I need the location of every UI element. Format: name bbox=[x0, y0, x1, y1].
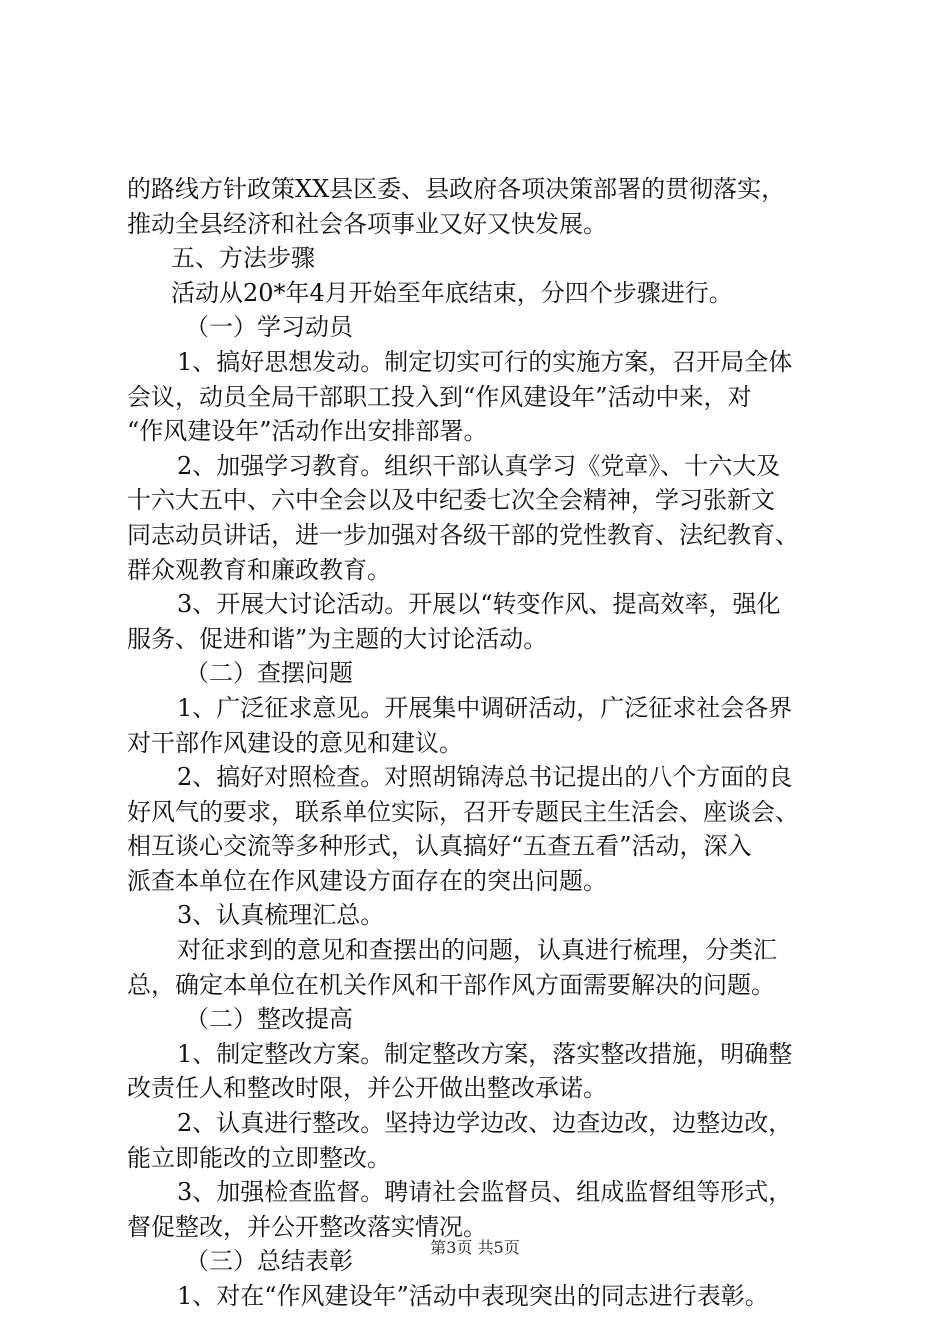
paragraph-line: 改责任人和整改时限，并公开做出整改承诺。 bbox=[127, 1074, 607, 1103]
paragraph-line: 推动全县经济和社会各项事业又好又快发展。 bbox=[127, 209, 607, 238]
paragraph-line: “作风建设年”活动作出安排部署。 bbox=[127, 417, 488, 446]
paragraph-line: 派查本单位在作风建设方面存在的突出问题。 bbox=[127, 866, 607, 895]
paragraph-line: 对干部作风建设的意见和建议。 bbox=[127, 728, 463, 757]
paragraph-line: 群众观教育和廉政教育。 bbox=[127, 555, 391, 584]
paragraph-line: 1、搞好思想发动。制定切实可行的实施方案，召开局全体 bbox=[177, 347, 793, 376]
paragraph-line: 对征求到的意见和查摆出的问题，认真进行梳理，分类汇 bbox=[177, 936, 777, 965]
page-number: 第3页 共5页 bbox=[430, 1238, 520, 1257]
subsection-heading: （二）查摆问题 bbox=[185, 659, 353, 688]
paragraph-line: 3、加强检查监督。聘请社会监督员、组成监督组等形式， bbox=[177, 1178, 793, 1207]
paragraph-line: 1、制定整改方案。制定整改方案，落实整改措施，明确整 bbox=[177, 1039, 793, 1068]
paragraph-line: 相互谈心交流等多种形式，认真搞好“五查五看”活动，深入 bbox=[127, 832, 752, 861]
section-heading: 五、方法步骤 bbox=[171, 244, 315, 273]
paragraph-line: 服务、促进和谐”为主题的大讨论活动。 bbox=[127, 624, 548, 653]
paragraph-line: 2、搞好对照检查。对照胡锦涛总书记提出的八个方面的良 bbox=[177, 763, 793, 792]
subsection-heading: （二）整改提高 bbox=[185, 1005, 353, 1034]
paragraph-line: 1、广泛征求意见。开展集中调研活动，广泛征求社会各界 bbox=[177, 693, 793, 722]
paragraph-line: 总，确定本单位在机关作风和干部作风方面需要解决的问题。 bbox=[127, 970, 775, 999]
paragraph-line: 3、开展大讨论活动。开展以“转变作风、提高效率，强化 bbox=[177, 590, 781, 619]
paragraph-line: 能立即能改的立即整改。 bbox=[127, 1143, 391, 1172]
paragraph-line: 的路线方针政策XX县区委、县政府各项决策部署的贯彻落实， bbox=[127, 175, 786, 203]
paragraph-line: 2、认真进行整改。坚持边学边改、边查边改，边整边改， bbox=[177, 1109, 793, 1138]
document-body bbox=[127, 172, 839, 1314]
paragraph-line: 督促整改，并公开整改落实情况。 bbox=[127, 1212, 487, 1241]
paragraph-line: 2、加强学习教育。组织干部认真学习《党章》、十六大及 bbox=[177, 451, 781, 480]
subsection-heading: （一）学习动员 bbox=[185, 313, 353, 342]
subsection-heading: （三）总结表彰 bbox=[185, 1247, 353, 1276]
paragraph-line: 好风气的要求，联系单位实际，召开专题民主生活会、座谈会、 bbox=[127, 797, 799, 826]
paragraph-line: 活动从20*年4月开始至年底结束，分四个步骤进行。 bbox=[171, 278, 733, 307]
paragraph-line: 3、认真梳理汇总。 bbox=[177, 901, 385, 930]
paragraph-line: 十六大五中、六中全会以及中纪委七次全会精神，学习张新文 bbox=[127, 486, 775, 515]
page-footer bbox=[0, 1237, 950, 1259]
paragraph-line: 同志动员讲话，进一步加强对各级干部的党性教育、法纪教育、 bbox=[127, 520, 799, 549]
paragraph-line: 1、对在“作风建设年”活动中表现突出的同志进行表彰。 bbox=[177, 1282, 769, 1310]
paragraph-line: 会议，动员全局干部职工投入到“作风建设年”活动中来，对 bbox=[127, 382, 752, 411]
